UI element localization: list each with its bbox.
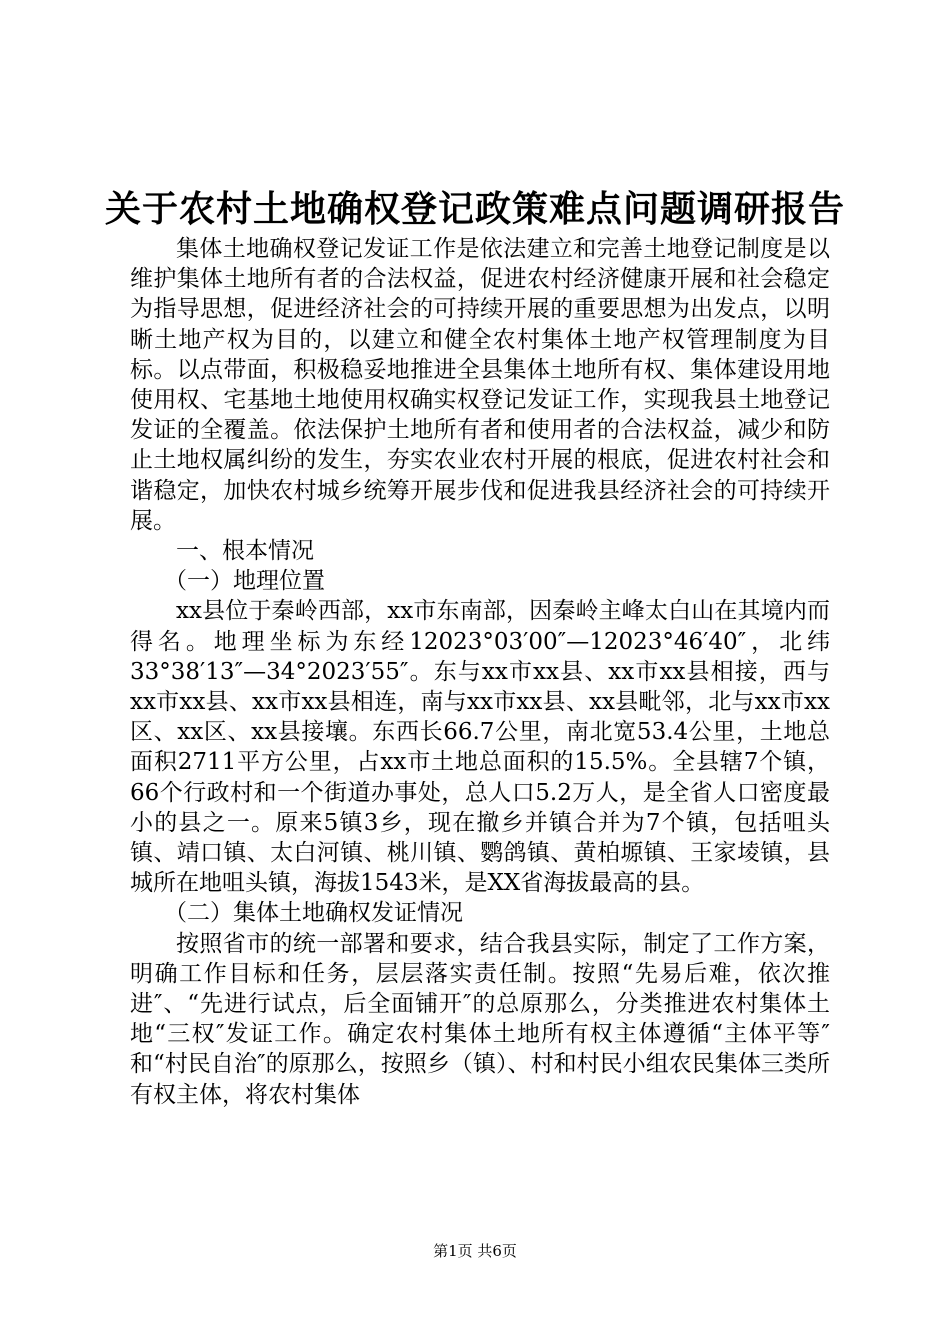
- document-body: [130, 234, 830, 1110]
- document-title: 关于农村土地确权登记政策难点问题调研报告: [104, 188, 845, 230]
- paragraph-location: xx县位于秦岭西部，xx市东南部，因秦岭主峰太白山在其境内而得名。地理坐标为东经12023°03′00″—12023°46′40″，北纬33°38′13″—34°2023′55″。东与xx市xx县、xx市xx县相接，西与xx市xx县、xx市xx县相连，南与xx市xx县、xx县毗邻，北与xx市xx区、xx区、xx县接壤。东西长66.7公里，南北宽53.4公里，土地总面积2711平方公里，占xx市土地总面积的15.5%。全县辖7个镇，66个行政村和一个街道办事处，总人口5.2万人，是全省人口密度最小的县之一。原来5镇3乡，现在撤乡并镇合并为7个镇，包括咀头镇、靖口镇、太白河镇、桃川镇、鹦鸽镇、黄柏塬镇、王家堎镇，县城所在地咀头镇，海拔1543米，是XX省海拔最高的县。: [130, 598, 830, 897]
- page-number-footer: 第1页 共6页: [433, 1242, 517, 1260]
- subsection-heading-location: （一）地理位置: [164, 568, 325, 595]
- section-heading-basic-situation: 一、根本情况: [176, 538, 314, 565]
- paragraph-certification: 按照省市的统一部署和要求，结合我县实际，制定了工作方案，明确工作目标和任务，层层落实责任制。按照“先易后难，依次推进″、“先进行试点，后全面铺开″的总原那么，分类推进农村集体土地“三权″发证工作。确定农村集体土地所有权主体遵循“主体平等″和“村民自治″的原那么，按照乡（镇）、村和村民小组农民集体三类所有权主体，将农村集体: [130, 930, 830, 1108]
- subsection-heading-certification: （二）集体土地确权发证情况: [164, 900, 463, 927]
- paragraph-intro: 集体土地确权登记发证工作是依法建立和完善土地登记制度是以维护集体土地所有者的合法权益，促进农村经济健康开展和社会稳定为指导思想，促进经济社会的可持续开展的重要思想为出发点，以明晰土地产权为目的，以建立和健全农村集体土地产权管理制度为目标。以点带面，积极稳妥地推进全县集体土地所有权、集体建设用地使用权、宅基地土地使用权确实权登记发证工作，实现我县土地登记发证的全覆盖。依法保护土地所有者和使用者的合法权益，减少和防止土地权属纠纷的发生，夯实农业农村开展的根底，促进农村社会和谐稳定，加快农村城乡统筹开展步伐和促进我县经济社会的可持续开展。: [130, 236, 830, 534]
